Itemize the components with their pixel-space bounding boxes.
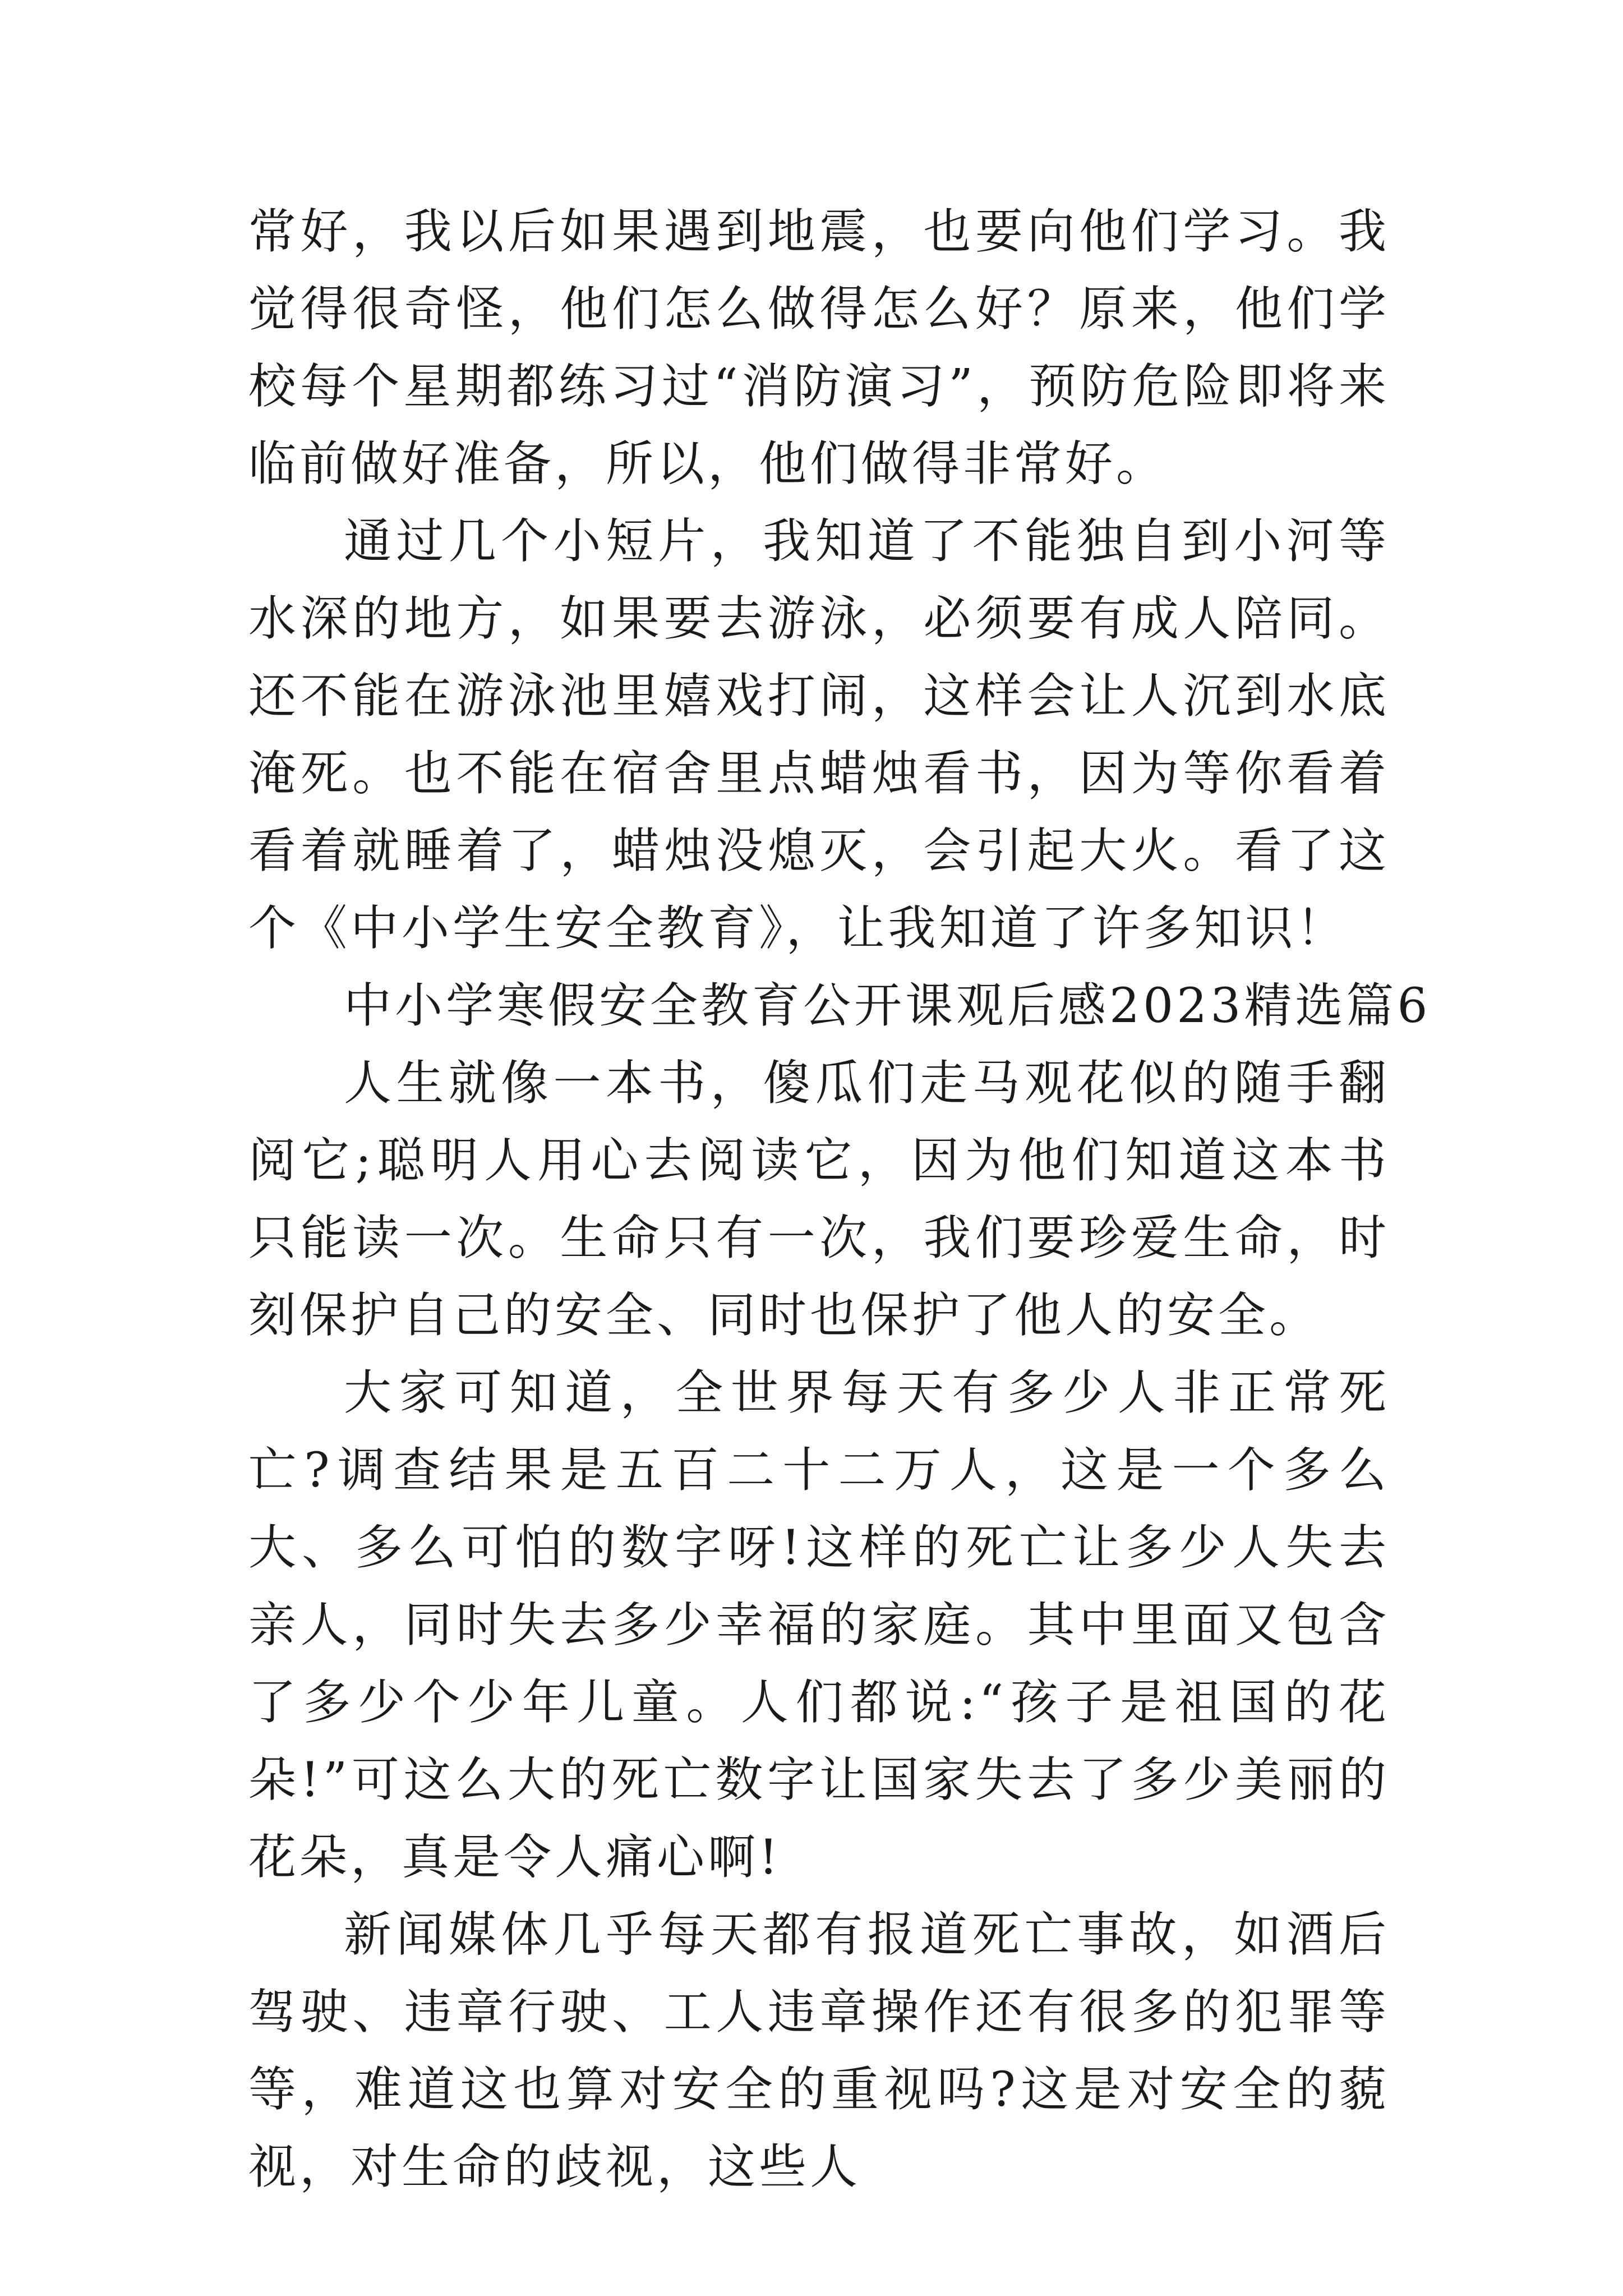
paragraph-death-statistics: 大家可知道，全世界每天有多少人非正常死亡?调查结果是五百二十二万人，这是一个多么大、多么可怕的数字呀!这样的死亡让多少人失去亲人，同时失去多少幸福的家庭。其中里面又包含了多少个少年儿童。人们都说:“孩子是祖国的花朵!”可这么大的死亡数字让国家失去了多少美丽的花朵，真是令人痛心啊! [248, 1365, 1390, 1885]
document-body [248, 194, 1431, 2206]
section-heading: 中小学寒假安全教育公开课观后感2023精选篇6 [344, 978, 1431, 1034]
paragraph-continuation: 常好，我以后如果遇到地震，也要向他们学习。我觉得很奇怪，他们怎么做得怎么好？原来，他们学校每个星期都练习过“消防演习”，预防危险即将来临前做好准备，所以，他们做得非常好。 [248, 204, 1390, 492]
paragraph-news-media: 新闻媒体几乎每天都有报道死亡事故，如酒后驾驶、违章行驶、工人违章操作还有很多的犯罪等等，难道这也算对安全的重视吗?这是对安全的藐视，对生命的歧视，这些人 [248, 1907, 1390, 2195]
paragraph-life-book: 人生就像一本书，傻瓜们走马观花似的随手翻阅它;聪明人用心去阅读它，因为他们知道这本书只能读一次。生命只有一次，我们要珍爱生命，时刻保护自己的安全、同时也保护了他人的安全。 [248, 1056, 1390, 1343]
paragraph-safety-videos: 通过几个小短片，我知道了不能独自到小河等水深的地方，如果要去游泳，必须要有成人陪同。还不能在游泳池里嬉戏打闹，这样会让人沉到水底淹死。也不能在宿舍里点蜡烛看书，因为等你看着看着就睡着了，蜡烛没熄灭，会引起大火。看了这个《中小学生安全教育》，让我知道了许多知识！ [248, 514, 1390, 956]
